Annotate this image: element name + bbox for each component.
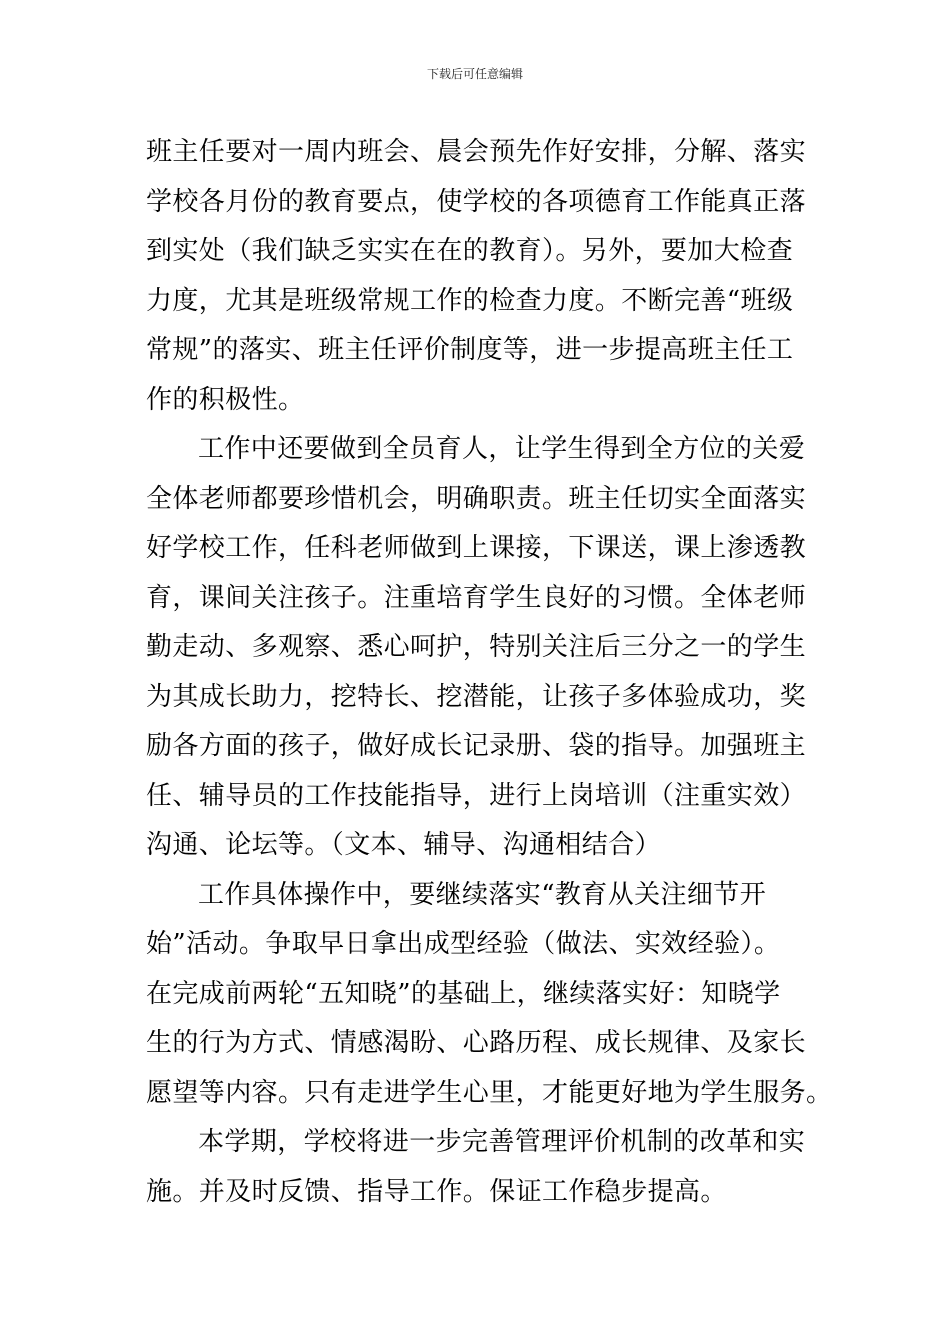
text-line: 愿望等内容。只有走进学生心里，才能更好地为学生服务。 (146, 1077, 833, 1108)
text-line: 好学校工作，任科老师做到上课接，下课送，课上渗透教 (146, 533, 807, 563)
text-line: 作的积极性。 (146, 384, 305, 415)
page-header: 下载后可任意编辑 (426, 67, 523, 81)
text-line: 育，课间关注孩子。注重培育学生良好的习惯。全体老师 (146, 582, 807, 613)
text-line: 始”活动。争取早日拿出成型经验（做法、实效经验）。 (146, 929, 781, 959)
text-line: 在完成前两轮“五知晓”的基础上，继续落实好：知晓学 (146, 978, 781, 1009)
text-line: 到实处（我们缺乏实实在在的教育）。另外，要加大检查 (146, 236, 794, 266)
text-line: 励各方面的孩子，做好成长记录册、袋的指导。加强班主 (146, 731, 807, 761)
text-line: 班主任要对一周内班会、晨会预先作好安排，分解、落实 (146, 137, 807, 167)
text-line: 任、辅导员的工作技能指导，进行上岗培训（注重实效） (146, 780, 807, 811)
text-line: 常规”的落实、班主任评价制度等，进一步提高班主任工 (146, 335, 794, 365)
text-line: 施。并及时反馈、指导工作。保证工作稳步提高。 (146, 1176, 727, 1207)
text-line: 学校各月份的教育要点，使学校的各项德育工作能真正落 (146, 186, 807, 217)
text-line: 力度，尤其是班级常规工作的检查力度。不断完善“班级 (146, 285, 794, 316)
paragraph-first-line: 工作中还要做到全员育人，让学生得到全方位的关爱 (198, 434, 806, 464)
body-text (146, 128, 833, 1217)
text-line: 生的行为方式、情感渴盼、心路历程、成长规律、及家长 (146, 1028, 807, 1058)
text-line: 为其成长助力，挖特长、挖潜能，让孩子多体验成功，奖 (146, 681, 807, 712)
paragraph-first-line: 本学期，学校将进一步完善管理评价机制的改革和实 (198, 1127, 806, 1157)
text-line: 沟通、论坛等。（文本、辅导、沟通相结合） (146, 830, 662, 860)
text-line: 全体老师都要珍惜机会，明确职责。班主任切实全面落实 (146, 483, 807, 514)
text-line: 勤走动、多观察、悉心呵护，特别关注后三分之一的学生 (146, 632, 807, 662)
paragraph-first-line: 工作具体操作中，要继续落实“教育从关注细节开 (198, 879, 767, 910)
